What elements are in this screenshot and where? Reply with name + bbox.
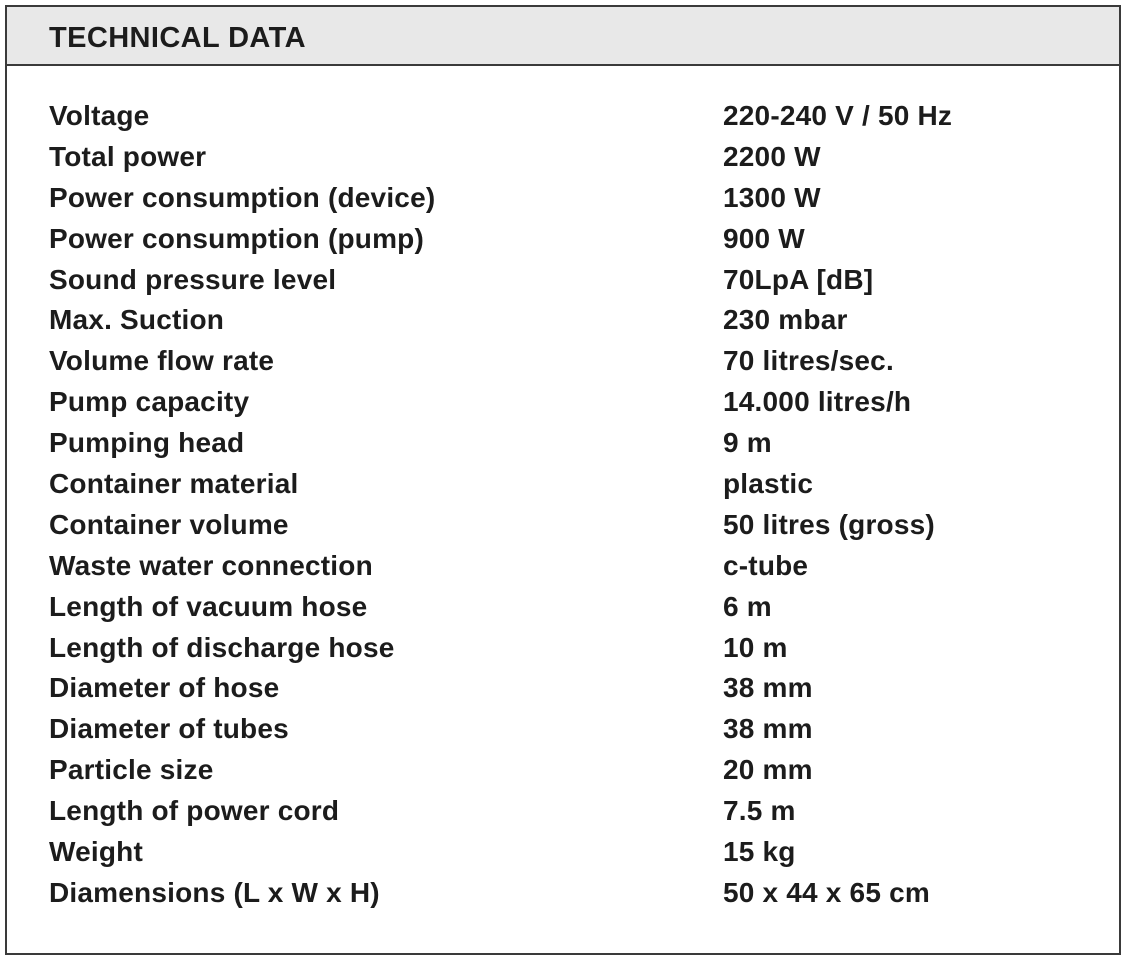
spec-value: 6 m bbox=[723, 590, 772, 622]
spec-value: 20 mm bbox=[723, 754, 813, 786]
spec-row bbox=[7, 300, 1119, 341]
spec-value: c-tube bbox=[723, 549, 809, 581]
spec-row bbox=[7, 587, 1119, 628]
spec-value: 38 mm bbox=[723, 713, 813, 745]
panel-title: TECHNICAL DATA bbox=[49, 22, 306, 54]
spec-value: 15 kg bbox=[723, 836, 796, 868]
spec-label: Max. Suction bbox=[49, 304, 225, 336]
spec-row bbox=[7, 464, 1119, 505]
spec-row bbox=[7, 709, 1119, 750]
spec-label: Length of power cord bbox=[49, 795, 340, 827]
spec-row bbox=[7, 423, 1119, 464]
spec-value: 7.5 m bbox=[723, 795, 796, 827]
spec-row bbox=[7, 750, 1119, 791]
spec-row bbox=[7, 341, 1119, 382]
spec-row bbox=[7, 628, 1119, 669]
spec-value: 1300 W bbox=[723, 181, 821, 213]
spec-label: Power consumption (pump) bbox=[49, 222, 425, 254]
spec-value: 230 mbar bbox=[723, 304, 848, 336]
spec-value: plastic bbox=[723, 468, 814, 500]
spec-row bbox=[7, 505, 1119, 546]
spec-value: 50 x 44 x 65 cm bbox=[723, 876, 930, 908]
spec-row bbox=[7, 137, 1119, 178]
spec-label: Volume flow rate bbox=[49, 345, 275, 377]
spec-label: Total power bbox=[49, 140, 207, 172]
spec-row bbox=[7, 219, 1119, 260]
spec-label: Diameter of hose bbox=[49, 672, 280, 704]
spec-value: 220-240 V / 50 Hz bbox=[723, 100, 953, 131]
spec-label: Pump capacity bbox=[49, 386, 250, 418]
spec-value: 9 m bbox=[723, 427, 772, 459]
spec-label: Pumping head bbox=[49, 427, 245, 459]
technical-data-panel bbox=[5, 5, 1121, 955]
spec-row bbox=[7, 546, 1119, 587]
spec-value: 14.000 litres/h bbox=[723, 386, 912, 418]
spec-label: Length of vacuum hose bbox=[49, 590, 368, 622]
spec-table bbox=[7, 96, 1119, 914]
spec-row bbox=[7, 873, 1119, 914]
spec-row bbox=[7, 832, 1119, 873]
spec-value: 900 W bbox=[723, 222, 805, 254]
spec-label: Waste water connection bbox=[49, 549, 373, 581]
spec-row bbox=[7, 96, 1119, 137]
spec-value: 38 mm bbox=[723, 672, 813, 704]
spec-value: 50 litres (gross) bbox=[723, 508, 935, 540]
spec-value: 2200 W bbox=[723, 140, 821, 172]
spec-label: Container volume bbox=[49, 508, 289, 540]
spec-row bbox=[7, 668, 1119, 709]
spec-row bbox=[7, 260, 1119, 301]
spec-label: Length of discharge hose bbox=[49, 631, 395, 663]
spec-label: Weight bbox=[49, 836, 144, 868]
panel-header bbox=[7, 7, 1119, 66]
spec-value: 70 litres/sec. bbox=[723, 345, 894, 377]
spec-label: Diamensions (L x W x H) bbox=[49, 876, 380, 908]
spec-label: Sound pressure level bbox=[49, 263, 337, 295]
spec-label: Voltage bbox=[49, 100, 150, 131]
spec-label: Diameter of tubes bbox=[49, 713, 289, 745]
spec-value: 70LpA [dB] bbox=[723, 263, 874, 295]
spec-row bbox=[7, 791, 1119, 832]
spec-label: Power consumption (device) bbox=[49, 181, 436, 213]
spec-row bbox=[7, 178, 1119, 219]
spec-label: Container material bbox=[49, 468, 299, 500]
spec-label: Particle size bbox=[49, 754, 214, 786]
spec-row bbox=[7, 382, 1119, 423]
spec-value: 10 m bbox=[723, 631, 788, 663]
